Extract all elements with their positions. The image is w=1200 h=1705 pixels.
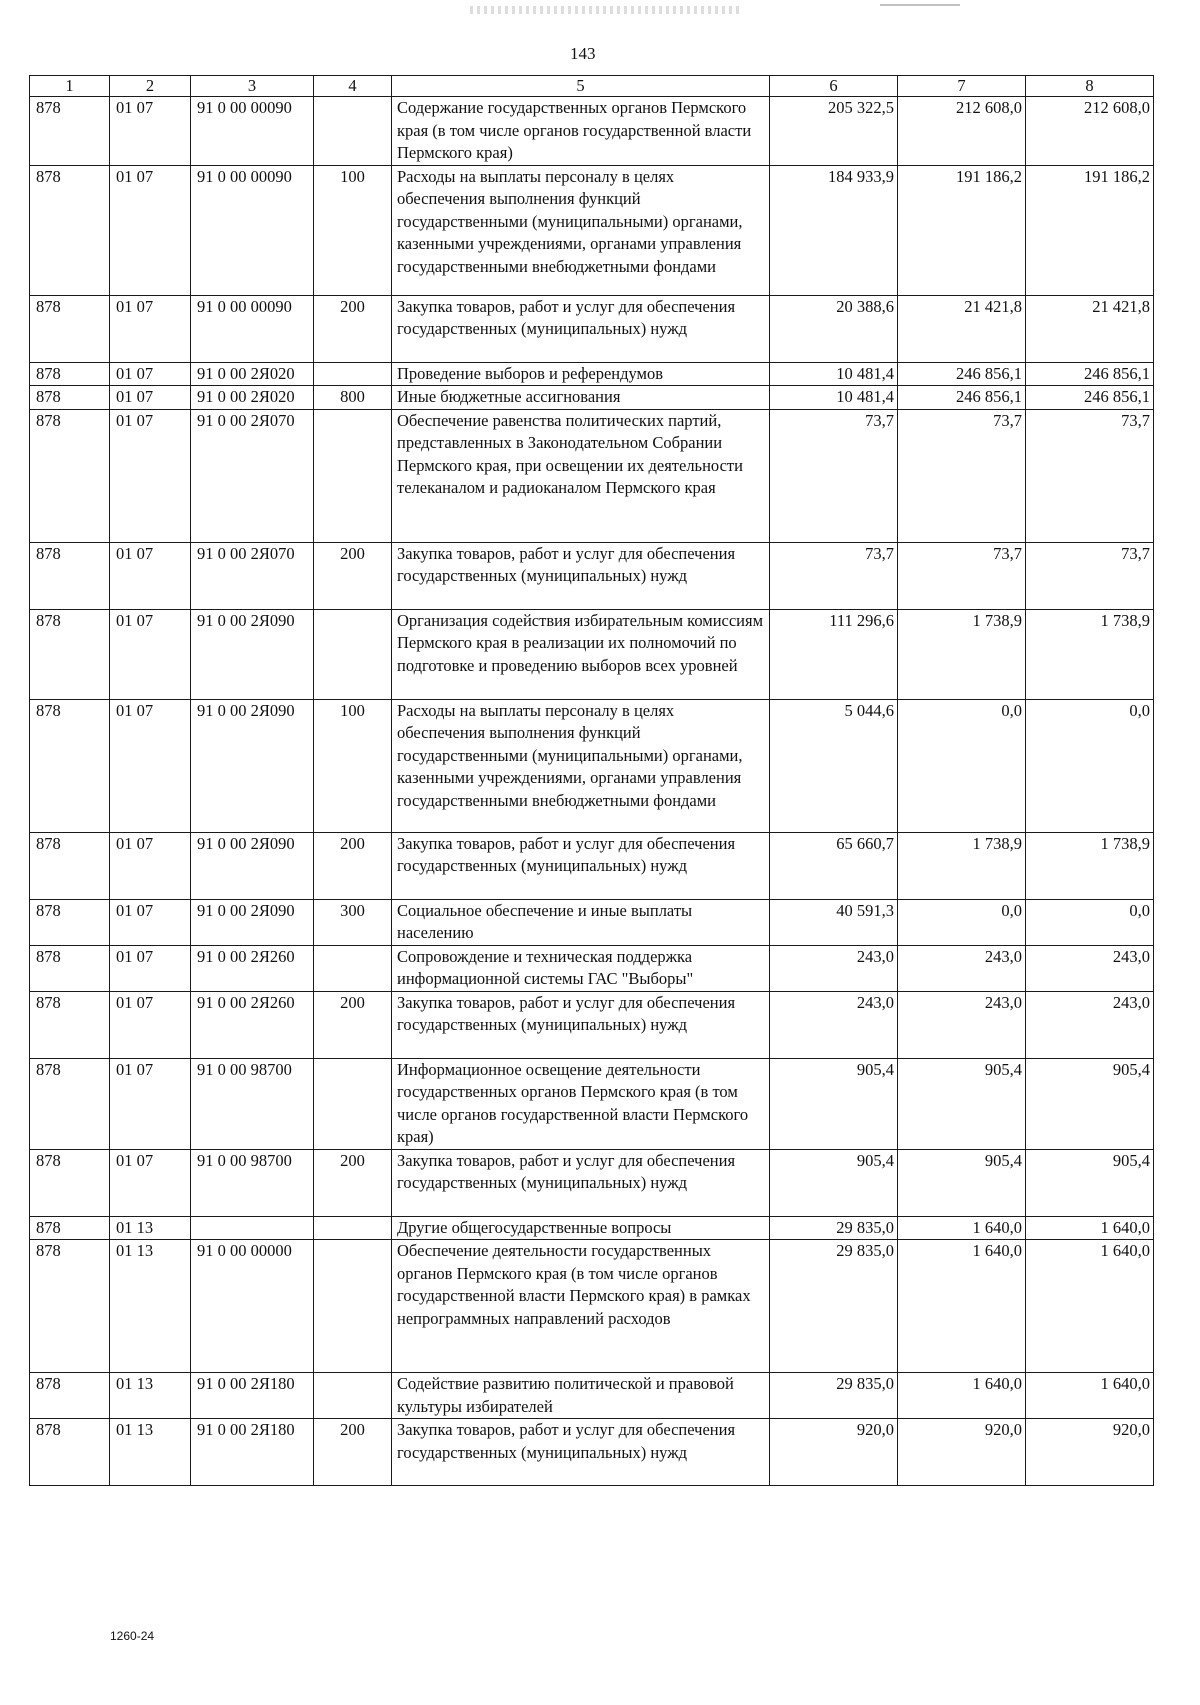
table-row bbox=[30, 1240, 1154, 1373]
cell-admin-code: 878 bbox=[30, 945, 110, 991]
cell-section-code: 01 07 bbox=[110, 165, 191, 295]
cell-expense-type bbox=[314, 1240, 392, 1373]
column-header: 3 bbox=[191, 76, 314, 97]
table-row bbox=[30, 699, 1154, 832]
cell-section-code: 01 13 bbox=[110, 1419, 191, 1486]
cell-target-code: 91 0 00 2Я070 bbox=[191, 542, 314, 609]
cell-amount-2: 73,7 bbox=[898, 409, 1026, 542]
table-row bbox=[30, 165, 1154, 295]
cell-description: Расходы на выплаты персоналу в целях обеспечения выполнения функций государственными (муниципальными) органами, казенными учреждениями, органами управления государственными внебюджетными фондами bbox=[392, 699, 770, 832]
cell-section-code: 01 07 bbox=[110, 409, 191, 542]
cell-amount-3: 1 738,9 bbox=[1026, 832, 1154, 899]
cell-target-code: 91 0 00 2Я090 bbox=[191, 609, 314, 699]
cell-admin-code: 878 bbox=[30, 991, 110, 1058]
cell-amount-1: 905,4 bbox=[770, 1058, 898, 1149]
cell-description: Проведение выборов и референдумов bbox=[392, 362, 770, 386]
cell-expense-type: 200 bbox=[314, 542, 392, 609]
table-row bbox=[30, 832, 1154, 899]
scan-artifact bbox=[470, 6, 740, 14]
cell-amount-2: 905,4 bbox=[898, 1058, 1026, 1149]
cell-description: Сопровождение и техническая поддержка информационной системы ГАС "Выборы" bbox=[392, 945, 770, 991]
cell-amount-3: 73,7 bbox=[1026, 409, 1154, 542]
cell-section-code: 01 07 bbox=[110, 386, 191, 410]
cell-target-code: 91 0 00 2Я180 bbox=[191, 1373, 314, 1419]
cell-expense-type bbox=[314, 1216, 392, 1240]
table-row bbox=[30, 295, 1154, 362]
cell-amount-1: 10 481,4 bbox=[770, 362, 898, 386]
cell-amount-3: 905,4 bbox=[1026, 1149, 1154, 1216]
cell-target-code: 91 0 00 2Я070 bbox=[191, 409, 314, 542]
cell-expense-type bbox=[314, 609, 392, 699]
cell-expense-type: 300 bbox=[314, 899, 392, 945]
cell-target-code: 91 0 00 00090 bbox=[191, 295, 314, 362]
cell-amount-2: 0,0 bbox=[898, 699, 1026, 832]
cell-expense-type: 200 bbox=[314, 1149, 392, 1216]
cell-section-code: 01 07 bbox=[110, 362, 191, 386]
column-header: 2 bbox=[110, 76, 191, 97]
cell-admin-code: 878 bbox=[30, 1240, 110, 1373]
cell-amount-2: 243,0 bbox=[898, 991, 1026, 1058]
cell-amount-3: 243,0 bbox=[1026, 991, 1154, 1058]
table-row bbox=[30, 899, 1154, 945]
cell-description: Закупка товаров, работ и услуг для обеспечения государственных (муниципальных) нужд bbox=[392, 295, 770, 362]
cell-description: Закупка товаров, работ и услуг для обеспечения государственных (муниципальных) нужд bbox=[392, 832, 770, 899]
cell-amount-2: 73,7 bbox=[898, 542, 1026, 609]
cell-amount-2: 1 738,9 bbox=[898, 832, 1026, 899]
cell-amount-1: 10 481,4 bbox=[770, 386, 898, 410]
cell-target-code: 91 0 00 2Я090 bbox=[191, 832, 314, 899]
cell-amount-3: 191 186,2 bbox=[1026, 165, 1154, 295]
cell-target-code: 91 0 00 2Я090 bbox=[191, 899, 314, 945]
cell-admin-code: 878 bbox=[30, 699, 110, 832]
table-row bbox=[30, 362, 1154, 386]
cell-amount-1: 65 660,7 bbox=[770, 832, 898, 899]
cell-amount-3: 905,4 bbox=[1026, 1058, 1154, 1149]
cell-target-code: 91 0 00 2Я260 bbox=[191, 991, 314, 1058]
cell-expense-type bbox=[314, 1373, 392, 1419]
cell-expense-type bbox=[314, 362, 392, 386]
cell-section-code: 01 07 bbox=[110, 832, 191, 899]
budget-table bbox=[29, 75, 1154, 1486]
cell-target-code: 91 0 00 2Я020 bbox=[191, 362, 314, 386]
cell-expense-type bbox=[314, 97, 392, 166]
cell-admin-code: 878 bbox=[30, 409, 110, 542]
table-row bbox=[30, 409, 1154, 542]
cell-admin-code: 878 bbox=[30, 1058, 110, 1149]
cell-amount-2: 21 421,8 bbox=[898, 295, 1026, 362]
column-header: 6 bbox=[770, 76, 898, 97]
table-row bbox=[30, 1419, 1154, 1486]
cell-admin-code: 878 bbox=[30, 1149, 110, 1216]
cell-admin-code: 878 bbox=[30, 1373, 110, 1419]
cell-description: Социальное обеспечение и иные выплаты населению bbox=[392, 899, 770, 945]
cell-expense-type bbox=[314, 1058, 392, 1149]
cell-target-code: 91 0 00 2Я090 bbox=[191, 699, 314, 832]
cell-amount-3: 243,0 bbox=[1026, 945, 1154, 991]
cell-description: Обеспечение деятельности государственных органов Пермского края (в том числе органов государственной власти Пермского края) в рамках непрограммных направлений расходов bbox=[392, 1240, 770, 1373]
cell-section-code: 01 13 bbox=[110, 1216, 191, 1240]
cell-amount-2: 243,0 bbox=[898, 945, 1026, 991]
cell-amount-3: 246 856,1 bbox=[1026, 386, 1154, 410]
cell-admin-code: 878 bbox=[30, 165, 110, 295]
cell-admin-code: 878 bbox=[30, 97, 110, 166]
cell-description: Расходы на выплаты персоналу в целях обеспечения выполнения функций государственными (муниципальными) органами, казенными учреждениями, органами управления государственными внебюджетными фондами bbox=[392, 165, 770, 295]
cell-amount-1: 20 388,6 bbox=[770, 295, 898, 362]
cell-amount-2: 1 640,0 bbox=[898, 1216, 1026, 1240]
cell-amount-1: 40 591,3 bbox=[770, 899, 898, 945]
cell-amount-2: 1 738,9 bbox=[898, 609, 1026, 699]
cell-amount-3: 1 738,9 bbox=[1026, 609, 1154, 699]
cell-amount-3: 1 640,0 bbox=[1026, 1373, 1154, 1419]
scan-artifact bbox=[880, 4, 960, 6]
cell-amount-1: 920,0 bbox=[770, 1419, 898, 1486]
cell-amount-3: 21 421,8 bbox=[1026, 295, 1154, 362]
cell-target-code: 91 0 00 98700 bbox=[191, 1149, 314, 1216]
cell-amount-3: 1 640,0 bbox=[1026, 1216, 1154, 1240]
cell-description: Содействие развитию политической и правовой культуры избирателей bbox=[392, 1373, 770, 1419]
table-row bbox=[30, 609, 1154, 699]
cell-admin-code: 878 bbox=[30, 609, 110, 699]
page-number: 143 bbox=[570, 44, 596, 63]
cell-section-code: 01 07 bbox=[110, 609, 191, 699]
column-header: 7 bbox=[898, 76, 1026, 97]
cell-admin-code: 878 bbox=[30, 832, 110, 899]
cell-expense-type bbox=[314, 945, 392, 991]
cell-amount-2: 905,4 bbox=[898, 1149, 1026, 1216]
cell-section-code: 01 13 bbox=[110, 1240, 191, 1373]
table-row bbox=[30, 1058, 1154, 1149]
table-row bbox=[30, 1149, 1154, 1216]
table-row bbox=[30, 991, 1154, 1058]
cell-amount-1: 905,4 bbox=[770, 1149, 898, 1216]
cell-description: Другие общегосударственные вопросы bbox=[392, 1216, 770, 1240]
cell-expense-type: 100 bbox=[314, 165, 392, 295]
column-header: 4 bbox=[314, 76, 392, 97]
cell-description: Содержание государственных органов Пермского края (в том числе органов государственной власти Пермского края) bbox=[392, 97, 770, 166]
cell-description: Иные бюджетные ассигнования bbox=[392, 386, 770, 410]
cell-amount-1: 73,7 bbox=[770, 409, 898, 542]
column-header: 5 bbox=[392, 76, 770, 97]
cell-amount-3: 0,0 bbox=[1026, 899, 1154, 945]
cell-target-code: 91 0 00 2Я020 bbox=[191, 386, 314, 410]
cell-amount-1: 29 835,0 bbox=[770, 1216, 898, 1240]
cell-admin-code: 878 bbox=[30, 899, 110, 945]
table-row bbox=[30, 542, 1154, 609]
cell-expense-type: 200 bbox=[314, 832, 392, 899]
table-row bbox=[30, 97, 1154, 166]
cell-target-code: 91 0 00 00090 bbox=[191, 97, 314, 166]
cell-section-code: 01 07 bbox=[110, 295, 191, 362]
cell-description: Обеспечение равенства политических партий, представленных в Законодательном Собрании Пермского края, при освещении их деятельности телеканалом и радиоканалом Пермского края bbox=[392, 409, 770, 542]
cell-expense-type: 200 bbox=[314, 1419, 392, 1486]
cell-admin-code: 878 bbox=[30, 362, 110, 386]
cell-admin-code: 878 bbox=[30, 1216, 110, 1240]
table-body bbox=[30, 97, 1154, 1486]
cell-amount-1: 243,0 bbox=[770, 945, 898, 991]
header-row bbox=[30, 76, 1154, 97]
cell-amount-2: 212 608,0 bbox=[898, 97, 1026, 166]
cell-amount-2: 1 640,0 bbox=[898, 1373, 1026, 1419]
cell-section-code: 01 07 bbox=[110, 97, 191, 166]
cell-amount-3: 246 856,1 bbox=[1026, 362, 1154, 386]
cell-section-code: 01 07 bbox=[110, 899, 191, 945]
cell-admin-code: 878 bbox=[30, 295, 110, 362]
cell-target-code: 91 0 00 00000 bbox=[191, 1240, 314, 1373]
column-header: 1 bbox=[30, 76, 110, 97]
cell-target-code: 91 0 00 2Я180 bbox=[191, 1419, 314, 1486]
cell-amount-3: 0,0 bbox=[1026, 699, 1154, 832]
cell-description: Закупка товаров, работ и услуг для обеспечения государственных (муниципальных) нужд bbox=[392, 1419, 770, 1486]
table-row bbox=[30, 1373, 1154, 1419]
cell-amount-1: 73,7 bbox=[770, 542, 898, 609]
cell-amount-3: 1 640,0 bbox=[1026, 1240, 1154, 1373]
cell-target-code bbox=[191, 1216, 314, 1240]
cell-section-code: 01 07 bbox=[110, 1149, 191, 1216]
cell-amount-3: 212 608,0 bbox=[1026, 97, 1154, 166]
cell-admin-code: 878 bbox=[30, 386, 110, 410]
cell-amount-1: 111 296,6 bbox=[770, 609, 898, 699]
cell-expense-type: 100 bbox=[314, 699, 392, 832]
cell-expense-type: 200 bbox=[314, 991, 392, 1058]
cell-amount-1: 29 835,0 bbox=[770, 1240, 898, 1373]
cell-amount-1: 184 933,9 bbox=[770, 165, 898, 295]
cell-description: Организация содействия избирательным комиссиям Пермского края в реализации их полномочий по подготовке и проведению выборов всех уровней bbox=[392, 609, 770, 699]
table-row bbox=[30, 945, 1154, 991]
cell-section-code: 01 07 bbox=[110, 1058, 191, 1149]
cell-admin-code: 878 bbox=[30, 542, 110, 609]
column-header: 8 bbox=[1026, 76, 1154, 97]
cell-section-code: 01 07 bbox=[110, 991, 191, 1058]
cell-expense-type: 800 bbox=[314, 386, 392, 410]
cell-amount-1: 243,0 bbox=[770, 991, 898, 1058]
document-code: 1260-24 bbox=[110, 1629, 155, 1643]
cell-amount-3: 73,7 bbox=[1026, 542, 1154, 609]
cell-expense-type bbox=[314, 409, 392, 542]
table-row bbox=[30, 386, 1154, 410]
cell-admin-code: 878 bbox=[30, 1419, 110, 1486]
cell-amount-2: 191 186,2 bbox=[898, 165, 1026, 295]
cell-amount-1: 5 044,6 bbox=[770, 699, 898, 832]
cell-section-code: 01 07 bbox=[110, 945, 191, 991]
cell-amount-3: 920,0 bbox=[1026, 1419, 1154, 1486]
cell-target-code: 91 0 00 00090 bbox=[191, 165, 314, 295]
cell-target-code: 91 0 00 2Я260 bbox=[191, 945, 314, 991]
cell-description: Закупка товаров, работ и услуг для обеспечения государственных (муниципальных) нужд bbox=[392, 542, 770, 609]
cell-amount-1: 29 835,0 bbox=[770, 1373, 898, 1419]
cell-description: Закупка товаров, работ и услуг для обеспечения государственных (муниципальных) нужд bbox=[392, 1149, 770, 1216]
cell-description: Закупка товаров, работ и услуг для обеспечения государственных (муниципальных) нужд bbox=[392, 991, 770, 1058]
cell-section-code: 01 13 bbox=[110, 1373, 191, 1419]
cell-amount-2: 920,0 bbox=[898, 1419, 1026, 1486]
cell-amount-2: 246 856,1 bbox=[898, 386, 1026, 410]
cell-section-code: 01 07 bbox=[110, 699, 191, 832]
cell-amount-2: 0,0 bbox=[898, 899, 1026, 945]
cell-amount-2: 246 856,1 bbox=[898, 362, 1026, 386]
cell-amount-1: 205 322,5 bbox=[770, 97, 898, 166]
cell-section-code: 01 07 bbox=[110, 542, 191, 609]
cell-target-code: 91 0 00 98700 bbox=[191, 1058, 314, 1149]
cell-expense-type: 200 bbox=[314, 295, 392, 362]
cell-description: Информационное освещение деятельности государственных органов Пермского края (в том числе органов государственной власти Пермского края) bbox=[392, 1058, 770, 1149]
table-row bbox=[30, 1216, 1154, 1240]
cell-amount-2: 1 640,0 bbox=[898, 1240, 1026, 1373]
